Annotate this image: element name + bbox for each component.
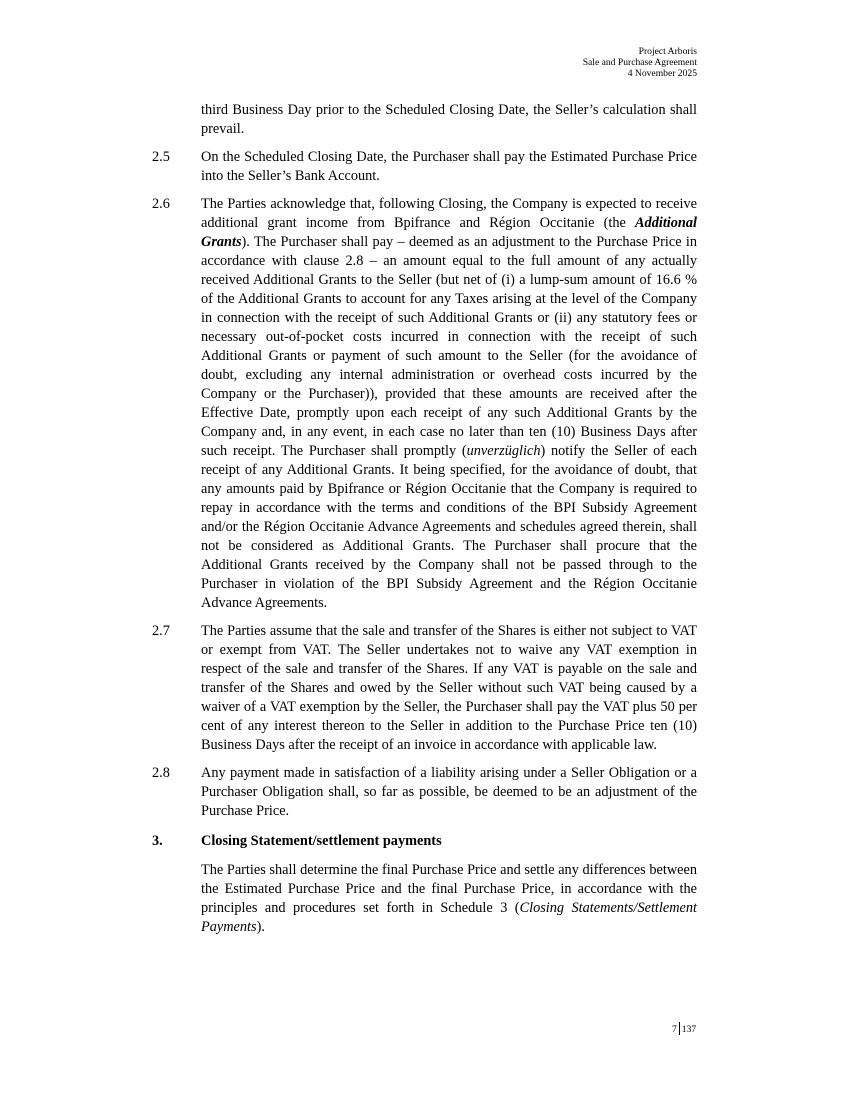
section-text: The Parties shall determine the final Purchase Price and settle any differences between the Estimated Purchase Price and the final Purchase Price, in accordance with the principles and procedures set forth in Schedule 3 (	[201, 862, 697, 916]
continuation-paragraph	[152, 101, 697, 139]
defined-term: Additional Grants	[201, 215, 697, 250]
clause-number: 2.6	[152, 196, 170, 212]
page-separator	[679, 1022, 680, 1035]
section-title: Closing Statement/settlement payments	[201, 833, 442, 849]
clause-number: 2.8	[152, 765, 170, 781]
clause-text-part: The Parties acknowledge that, following Closing, the Company is expected to receive additional grant income from Bpifrance and Région Occitanie (the	[201, 196, 697, 231]
clause-text: Any payment made in satisfaction of a liability arising under a Seller Obligation or a Purchaser Obligation shall, so far as possible, be deemed to be an adjustment of the Purchase Price.	[201, 765, 697, 819]
total-pages: 137	[681, 1024, 697, 1035]
clause-2-8	[152, 764, 697, 821]
section-3-heading	[152, 832, 697, 851]
clause-2-5	[152, 148, 697, 186]
clause-2-6	[152, 195, 697, 613]
clause-text: On the Scheduled Closing Date, the Purchaser shall pay the Estimated Purchase Price into the Seller’s Bank Account.	[201, 149, 697, 184]
clause-number: 2.5	[152, 149, 170, 165]
current-page: 7	[672, 1024, 677, 1035]
schedule-reference: Closing Statements/Settlement Payments	[201, 900, 697, 935]
clause-text: The Parties assume that the sale and transfer of the Shares is either not subject to VAT or exempt from VAT. The Seller undertakes not to waive any VAT exemption in respect of the sale and transfer of the Shares. If any VAT is payable on the sale and transfer of the Shares and owed by the Seller without such VAT being caused by a waiver of a VAT exemption by the Seller, the Purchaser shall pay the VAT plus 50 per cent of any interest thereon to the Seller in addition to the Purchase Price ten (10) Business Days after the receipt of an invoice in accordance with applicable law.	[201, 623, 697, 753]
header-date: 4 November 2025	[627, 68, 697, 79]
header-document-title: Sale and Purchase Agreement	[582, 57, 697, 68]
section-3-body	[152, 861, 697, 937]
clause-2-7	[152, 622, 697, 755]
german-term: unverzüglich	[466, 443, 541, 459]
clause-number: 2.7	[152, 623, 170, 639]
running-header	[583, 46, 697, 79]
section-text-end: ).	[256, 919, 265, 935]
page-body	[152, 101, 697, 937]
clause-text-part: ). The Purchaser shall pay – deemed as an adjustment to the Purchase Price in accordance with clause 2.8 – an amount equal to the full amount of any actually received Additional Grants to the Seller (but net of (i) a lump-sum amount of 16.6 % of the Additional Grants to account for any Taxes arising at the level of the Company in connection with the receipt of such Additional Grants or (ii) any statutory fees or necessary out-of-pocket costs incurred in connection with the receipt of such Additional Grants or payment of such amount to the Seller (for the avoidance of doubt, excluding any internal administration or overhead costs incurred by the Company or the Purchaser)), provided that these amounts are received after the Effective Date, promptly upon each receipt of any such Additional Grants by the Company and, in any event, in each case no later than ten (10) Business Days after such receipt. The Purchaser shall promptly (	[201, 234, 697, 459]
page-number	[672, 1022, 696, 1036]
continuation-text: third Business Day prior to the Scheduled Closing Date, the Seller’s calculation shall prevail.	[201, 102, 697, 137]
section-number: 3.	[152, 833, 163, 849]
header-project: Project Arboris	[638, 46, 697, 57]
clause-text-part: ) notify the Seller of each receipt of any Additional Grants. It being specified, for the avoidance of doubt, that any amounts paid by Bpifrance or Région Occitanie that the Company is required to repay in accordance with the terms and conditions of the BPI Subsidy Agreement and/or the Région Occitanie Advance Agreements and schedules agreed therein, shall not be considered as Additional Grants. The Purchaser shall procure that the Additional Grants received by the Company shall not be passed through to the Purchaser in violation of the BPI Subsidy Agreement and the Région Occitanie Advance Agreements.	[201, 443, 697, 611]
